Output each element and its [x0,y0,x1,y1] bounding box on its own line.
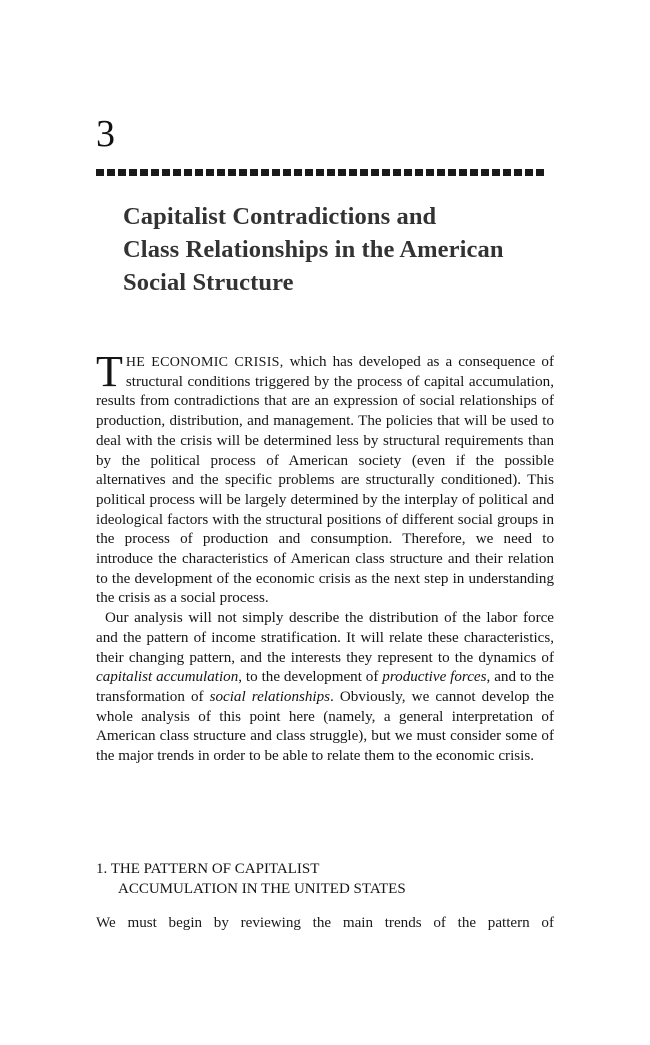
rule-dot [437,169,445,176]
rule-dot [503,169,511,176]
italic-term: capitalist accumulation [96,669,239,686]
paragraph-text: . Obviously, we cannot develop the whole analysis of this point here (namely, a general interpretation of American class structure and class struggle), but we must consider some of the major trends in order to be able to relate them to the economic crisis. [96,688,554,765]
paragraph-2 [96,609,554,767]
rule-dot [162,169,170,176]
chapter-title-line: Capitalist Contradictions and [123,203,437,230]
rule-dot [294,169,302,176]
rule-dot [514,169,522,176]
rule-dot [415,169,423,176]
paragraph-text: which has developed as a consequence of structural conditions triggered by the process of capital accumulation, results from contradictions that are an expression of social relationships of production, distribution, and management. The policies that will be used to deal with the crisis will be determined less by structural requirements than by the political process of American society (even if the possible alternatives and the specific problems are structurally conditioned). This political process will be largely determined by the interplay of political and ideological factors with the structural positions of different social groups in the process of production and consumption. Therefore, we need to introduce the characteristics of American class structure and their relation to the development of the economic crisis as the next step in understanding the crisis as a social process. [96,354,554,607]
rule-dot [228,169,236,176]
rule-dot [481,169,489,176]
rule-dot [371,169,379,176]
rule-dot [151,169,159,176]
small-caps-lead: HE ECONOMIC CRISIS, [125,355,284,370]
rule-dot [173,169,181,176]
drop-cap: T [96,347,123,396]
section-heading-line: 1. THE PATTERN OF CAPITALIST [96,861,320,877]
paragraph-text: , and to the transformation of [96,669,554,705]
rule-dot [393,169,401,176]
rule-dot [206,169,214,176]
italic-term: social relationships [209,688,331,705]
rule-dot [261,169,269,176]
rule-dot [349,169,357,176]
paragraph-text: Our analysis will not simply describe the distribution of the labor force and the pattern of income stratification. It will relate these characteristics, their changing pattern, and the interests they represent to the dynamics of [96,610,554,666]
rule-dot [107,169,115,176]
italic-term: productive forces [382,669,487,686]
rule-dot [338,169,346,176]
section-heading [96,860,406,899]
chapter-title [123,200,504,299]
rule-dot [525,169,533,176]
rule-dot [250,169,258,176]
rule-dot [492,169,500,176]
rule-dot [129,169,137,176]
rule-dot [448,169,456,176]
rule-dot [184,169,192,176]
rule-dot [426,169,434,176]
rule-dot [96,169,104,176]
rule-dot [404,169,412,176]
chapter-number: 3 [96,113,115,155]
chapter-title-line: Class Relationships in the American [123,236,504,263]
section-heading-line: ACCUMULATION IN THE UNITED STATES [118,880,406,897]
rule-dot [272,169,280,176]
body-paragraphs [96,347,554,767]
rule-dot [217,169,225,176]
rule-dot [305,169,313,176]
paragraph-text: , to the development of [238,669,383,686]
rule-dot [239,169,247,176]
rule-dot [140,169,148,176]
rule-dot [470,169,478,176]
rule-dot [195,169,203,176]
chapter-title-line: Social Structure [123,269,294,296]
decorative-dot-rule [96,169,544,176]
rule-dot [536,169,544,176]
paragraph-1 [96,347,554,609]
rule-dot [118,169,126,176]
rule-dot [283,169,291,176]
rule-dot [360,169,368,176]
rule-dot [327,169,335,176]
rule-dot [382,169,390,176]
rule-dot [316,169,324,176]
rule-dot [459,169,467,176]
paragraph-3: We must begin by reviewing the main trends of the pattern of [96,915,554,931]
